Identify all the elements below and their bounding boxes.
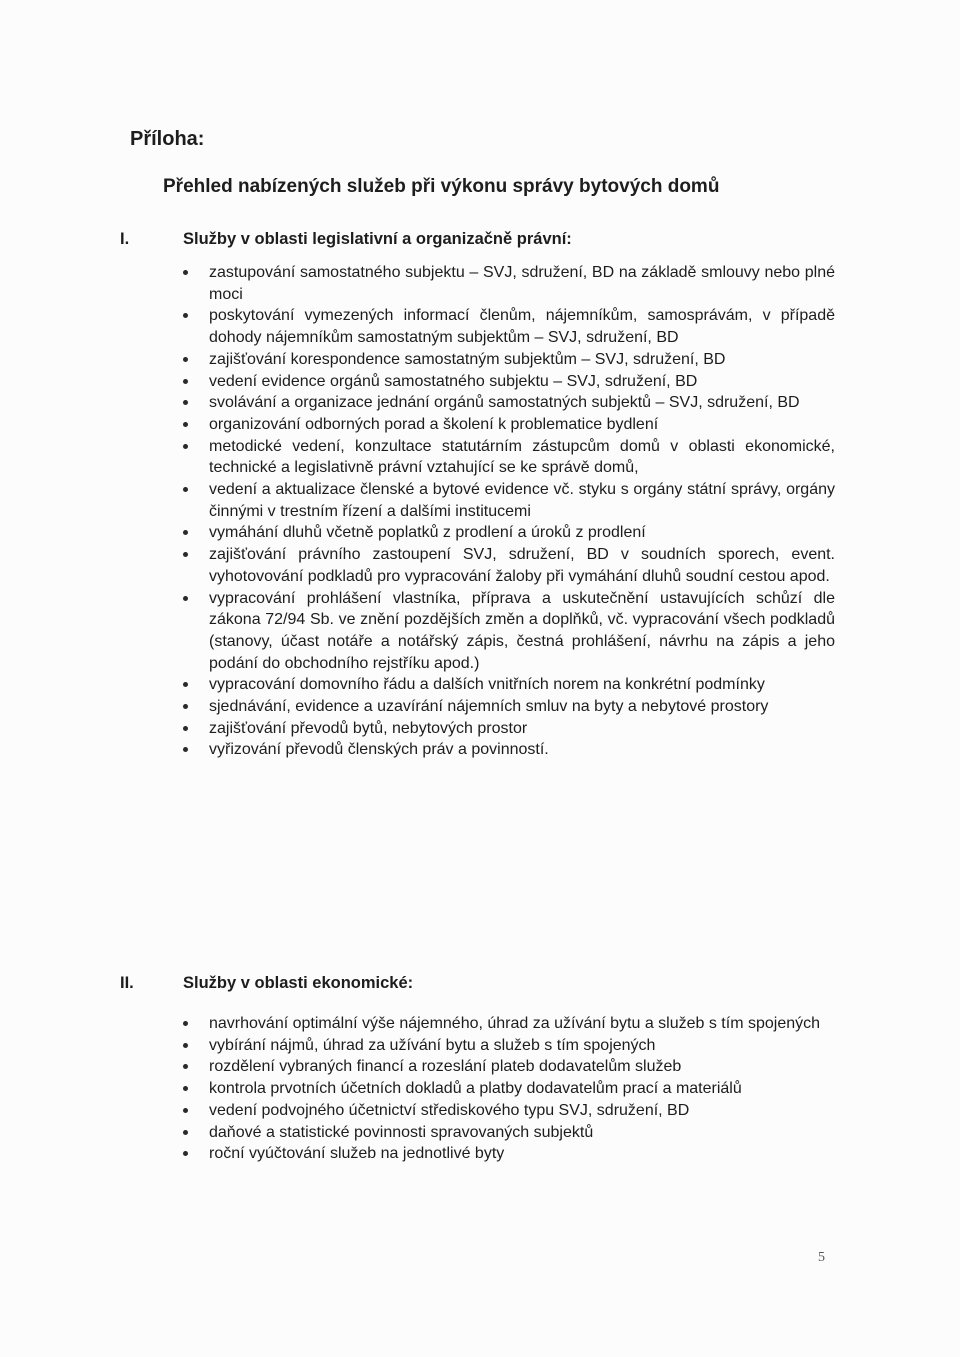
list-item: rozdělení vybraných financí a rozeslání plateb dodavatelům služeb [183,1056,835,1078]
list-item: metodické vedení, konzultace statutárním zástupcům domů v oblasti ekonomické, technické a legislativně právní vztahující se ke správě domů, [183,436,835,479]
annex-heading: Příloha: [130,128,205,150]
list-item: zajišťování převodů bytů, nebytových prostor [183,718,835,740]
list-item: daňové a statistické povinnosti spravovaných subjektů [183,1122,835,1144]
service-list [183,262,835,761]
list-item: zajišťování korespondence samostatným subjektům – SVJ, sdružení, BD [183,349,835,371]
list-item: kontrola prvotních účetních dokladů a platby dodavatelům prací a materiálů [183,1078,835,1100]
section-title [120,230,835,249]
section-heading: Služby v oblasti legislativní a organizačně právní: [183,230,572,248]
page-number: 5 [818,1250,825,1265]
section-title [120,974,835,993]
section-number: II. [120,974,134,992]
list-item: vedení podvojného účetnictví střediskového typu SVJ, sdružení, BD [183,1100,835,1122]
list-item: vybírání nájmů, úhrad za užívání bytu a služeb s tím spojených [183,1035,835,1057]
list-item: vyřizování převodů členských práv a povinností. [183,739,835,761]
list-item: vedení evidence orgánů samostatného subjektu – SVJ, sdružení, BD [183,371,835,393]
list-item: vedení a aktualizace členské a bytové evidence vč. styku s orgány státní správy, orgány činnými v trestním řízení a dalšími institucemi [183,479,835,522]
list-item: poskytování vymezených informací členům, nájemníkům, samosprávám, v případě dohody nájemníkům samostatným subjektům – SVJ, sdružení, BD [183,305,835,348]
section-legal [120,230,835,761]
list-item: roční vyúčtování služeb na jednotlivé byty [183,1143,835,1165]
list-item: organizování odborných porad a školení k problematice bydlení [183,414,835,436]
document-title: Přehled nabízených služeb při výkonu správy bytových domů [163,176,720,197]
list-item: vypracování prohlášení vlastníka, příprava a uskutečnění ustavujících schůzí dle zákona 72/94 Sb. ve znění pozdějších změn a doplňků, vč. vypracování všech podkladů (stanovy, účast notáře a notářský zápis, čestná prohlášení, návrhu na zápis a jeho podání do obchodního rejstříku apod.) [183,588,835,675]
list-item: vypracování domovního řádu a dalších vnitřních norem na konkrétní podmínky [183,674,835,696]
section-number: I. [120,230,130,248]
list-item: sjednávání, evidence a uzavírání nájemních smluv na byty a nebytové prostory [183,696,835,718]
list-item: svolávání a organizace jednání orgánů samostatných subjektů – SVJ, sdružení, BD [183,392,835,414]
list-item: zajišťování právního zastoupení SVJ, sdružení, BD v soudních sporech, event. vyhotovování podkladů pro vypracování žaloby při vymáhání dluhů soudní cestou apod. [183,544,835,587]
list-item: navrhování optimální výše nájemného, úhrad za užívání bytu a služeb s tím spojených [183,1013,835,1035]
service-list [183,1013,835,1165]
section-heading: Služby v oblasti ekonomické: [183,974,414,992]
section-economic [120,974,835,1165]
list-item: zastupování samostatného subjektu – SVJ, sdružení, BD na základě smlouvy nebo plné moci [183,262,835,305]
list-item: vymáhání dluhů včetně poplatků z prodlení a úroků z prodlení [183,522,835,544]
